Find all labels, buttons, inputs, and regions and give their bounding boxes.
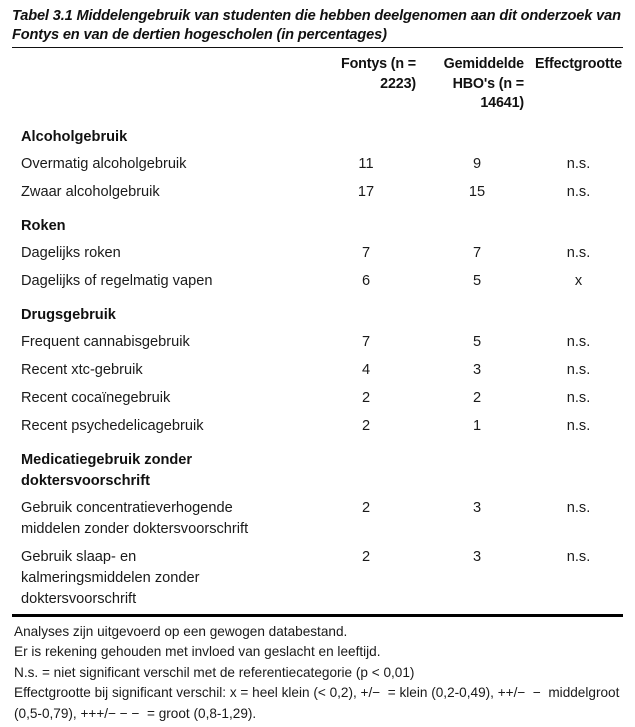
cell-hbo: 2 (472, 390, 482, 406)
table-row (12, 329, 623, 357)
cell-hbo: 7 (472, 245, 482, 261)
table-section-header-row (12, 212, 623, 240)
table-notes (12, 617, 623, 725)
section-heading: Drugsgebruik (21, 306, 116, 323)
table-title: Tabel 3.1 Middelengebruik van studenten die hebben deelgenomen aan dit onderzoek van Fontys en van de dertien hogescholen (in percentages) (12, 8, 621, 43)
table-section-header-row (12, 446, 623, 495)
table-body (12, 123, 623, 614)
section-heading: Alcoholgebruik (21, 128, 128, 145)
table-row (12, 385, 623, 413)
row-label: Recent psychedelicagebruik (21, 418, 204, 434)
cell-fontys: 2 (361, 500, 371, 516)
table-section-header-row (12, 301, 623, 329)
table-row (12, 495, 623, 544)
table-row (12, 357, 623, 385)
cell-fontys: 6 (361, 273, 371, 289)
section-header-empty-cell (534, 301, 623, 329)
row-label: Dagelijks roken (21, 245, 121, 261)
cell-effectgrootte: x (574, 273, 583, 289)
row-label (12, 495, 312, 544)
section-header-empty-cell (424, 212, 534, 240)
cell-fontys: 7 (361, 334, 371, 350)
cell-hbo: 9 (472, 156, 482, 172)
section-header-empty-cell (424, 123, 534, 151)
section-header-empty-cell (424, 301, 534, 329)
cell-effectgrootte: n.s. (566, 184, 591, 200)
cell-effectgrootte: n.s. (566, 549, 591, 565)
cell-fontys: 17 (357, 184, 375, 200)
cell-hbo: 1 (472, 418, 482, 434)
table-section-header-row (12, 123, 623, 151)
cell-fontys: 2 (361, 418, 371, 434)
table-row (12, 151, 623, 179)
row-label: Recent xtc-gebruik (21, 362, 143, 378)
row-label-text: Gebruik slaap- en kalmeringsmiddelen zonder doktersvoorschrift (21, 549, 200, 607)
cell-hbo: 3 (472, 549, 482, 565)
section-header-empty-cell (534, 446, 623, 495)
table-header (12, 48, 623, 123)
table-row (12, 544, 623, 614)
cell-hbo: 3 (472, 362, 482, 378)
cell-effectgrootte: n.s. (566, 500, 591, 516)
table-row (12, 240, 623, 268)
row-label: Dagelijks of regelmatig vapen (21, 273, 213, 289)
cell-effectgrootte: n.s. (566, 245, 591, 261)
row-label: Zwaar alcoholgebruik (21, 184, 160, 200)
table-row (12, 268, 623, 296)
section-header-empty-cell (312, 212, 424, 240)
cell-hbo: 3 (472, 500, 482, 516)
cell-fontys: 2 (361, 549, 371, 565)
table-note-line: N.s. = niet significant verschil met de referentiecategorie (p < 0,01) (14, 664, 415, 680)
column-header-fontys: Fontys (n = 2223) (340, 56, 416, 92)
column-header-hbo: Gemiddelde HBO's (n = 14641) (443, 56, 524, 111)
section-header-empty-cell (424, 446, 534, 495)
row-label: Frequent cannabisgebruik (21, 334, 190, 350)
row-label: Recent cocaïnegebruik (21, 390, 171, 406)
section-header-empty-cell (534, 123, 623, 151)
table-note-line: Effectgrootte bij significant verschil: x = heel klein (< 0,2), +/− = klein (0,2-0,49), ++/− − middelgroot (0,5-0,79), +++/− − − = groot (0,8-1,29). (14, 685, 624, 721)
row-label: Overmatig alcoholgebruik (21, 156, 187, 172)
section-heading: Medicatiegebruik zonder doktersvoorschrift (21, 451, 193, 489)
table-row (12, 179, 623, 207)
cell-effectgrootte: n.s. (566, 334, 591, 350)
table-note-line: Analyses zijn uitgevoerd op een gewogen databestand. (14, 623, 348, 639)
cell-effectgrootte: n.s. (566, 362, 591, 378)
column-header-label (12, 48, 312, 123)
table-header-row (12, 48, 623, 123)
cell-fontys: 2 (361, 390, 371, 406)
cell-fontys: 4 (361, 362, 371, 378)
section-header-empty-cell (312, 301, 424, 329)
cell-hbo: 15 (468, 184, 486, 200)
cell-effectgrootte: n.s. (566, 390, 591, 406)
section-header-empty-cell (312, 446, 424, 495)
row-label (12, 544, 312, 614)
cell-fontys: 7 (361, 245, 371, 261)
cell-fontys: 11 (358, 156, 374, 172)
section-header-empty-cell (534, 212, 623, 240)
row-label-text: Gebruik concentratieverhogende middelen zonder doktersvoorschrift (21, 500, 249, 537)
cell-hbo: 5 (472, 273, 482, 289)
table-note-line: Er is rekening gehouden met invloed van geslacht en leeftijd. (14, 644, 381, 659)
column-header-effectgrootte: Effectgrootte (534, 56, 622, 72)
data-table (12, 48, 623, 614)
section-header-empty-cell (312, 123, 424, 151)
cell-effectgrootte: n.s. (566, 418, 591, 434)
section-heading: Roken (21, 217, 66, 234)
table-row (12, 413, 623, 441)
cell-effectgrootte: n.s. (566, 156, 591, 172)
cell-hbo: 5 (472, 334, 482, 350)
